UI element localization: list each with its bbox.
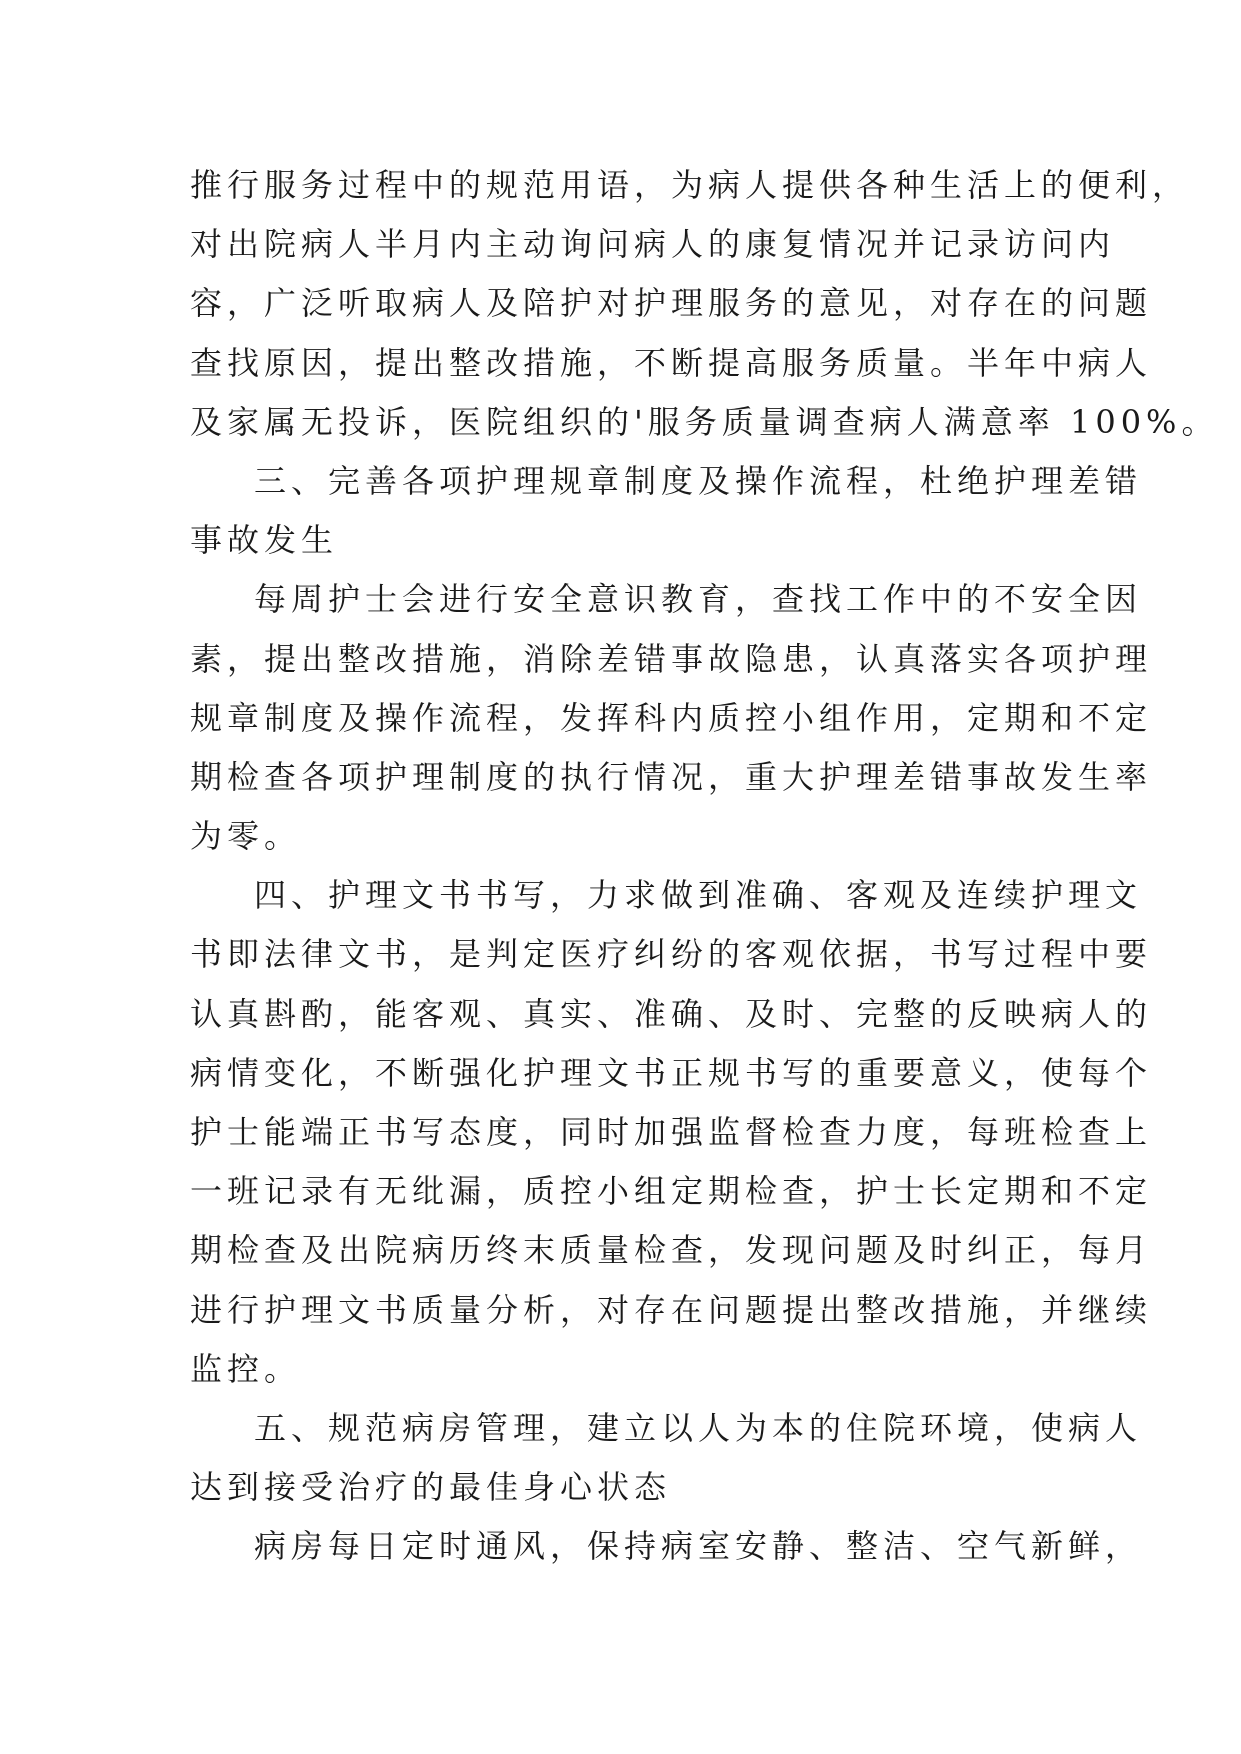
text-line: 认真斟酌，能客观、真实、准确、及时、完整的反映病人的 bbox=[190, 994, 1153, 1033]
text-line: 为零。 bbox=[190, 817, 302, 856]
text-line: 规章制度及操作流程，发挥科内质控小组作用，定期和不定 bbox=[190, 698, 1153, 737]
text-line: 期检查及出院病历终末质量检查，发现问题及时纠正，每月 bbox=[190, 1231, 1153, 1270]
text-line: 容，广泛听取病人及陪护对护理服务的意见，对存在的问题 bbox=[190, 284, 1153, 323]
text-line: 素，提出整改措施，消除差错事故隐患，认真落实各项护理 bbox=[190, 639, 1153, 678]
text-line: 期检查各项护理制度的执行情况，重大护理差错事故发生率 bbox=[190, 757, 1153, 796]
text-line: 进行护理文书质量分析，对存在问题提出整改措施，并继续 bbox=[190, 1290, 1153, 1329]
text-line: 一班记录有无纰漏，质控小组定期检查，护士长定期和不定 bbox=[190, 1172, 1153, 1211]
text-line: 查找原因，提出整改措施，不断提高服务质量。半年中病人 bbox=[190, 343, 1153, 382]
section-heading-3-cont: 事故发生 bbox=[190, 521, 339, 560]
text-line: 监控。 bbox=[190, 1349, 302, 1388]
section-heading-3: 三、完善各项护理规章制度及操作流程，杜绝护理差错 bbox=[254, 461, 1143, 500]
text-line: 对出院病人半月内主动询问病人的康复情况并记录访问内 bbox=[190, 225, 1116, 264]
text-line: 护士能端正书写态度，同时加强监督检查力度，每班检查上 bbox=[190, 1113, 1153, 1151]
text-line: 书即法律文书，是判定医疗纠纷的客观依据，书写过程中要 bbox=[190, 935, 1153, 974]
text-line: 及家属无投诉，医院组织的'服务质量调查病人满意率 100%。 bbox=[190, 402, 1219, 441]
paragraph-start: 每周护士会进行安全意识教育，查找工作中的不安全因 bbox=[254, 580, 1143, 619]
document-body bbox=[190, 156, 1219, 1577]
text-line: 病情变化，不断强化护理文书正规书写的重要意义，使每个 bbox=[190, 1053, 1153, 1092]
text-line: 推行服务过程中的规范用语，为病人提供各种生活上的便利， bbox=[190, 166, 1190, 204]
section-heading-5-cont: 达到接受治疗的最佳身心状态 bbox=[190, 1468, 672, 1507]
section-heading-5: 五、规范病房管理，建立以人为本的住院环境，使病人 bbox=[254, 1408, 1143, 1447]
paragraph-start: 病房每日定时通风，保持病室安静、整洁、空气新鲜， bbox=[254, 1527, 1143, 1566]
section-heading-4: 四、护理文书书写，力求做到准确、客观及连续护理文 bbox=[254, 876, 1143, 915]
